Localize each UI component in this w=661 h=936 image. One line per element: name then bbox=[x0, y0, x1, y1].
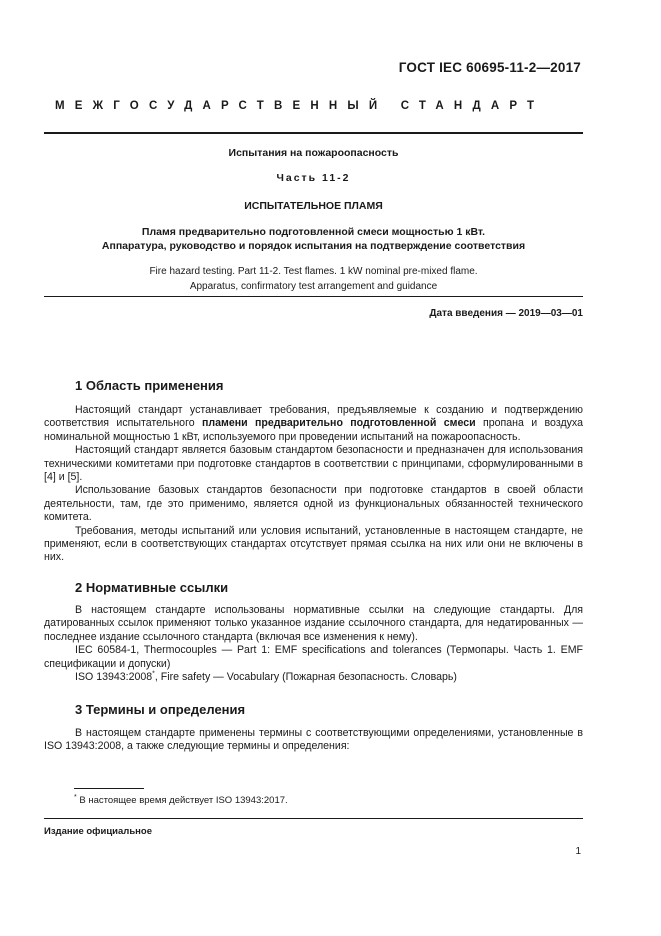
title-subtitle bbox=[44, 225, 583, 253]
title-divider bbox=[44, 296, 583, 297]
title-series: Испытания на пожароопасность bbox=[228, 147, 399, 159]
title-part: Часть 11-2 bbox=[276, 172, 351, 184]
footer-divider bbox=[44, 818, 583, 819]
bold-term: пламени предварительно подготовленной смеси bbox=[201, 417, 476, 430]
section-1-paragraph-4: Требования, методы испытаний или условия испытаний, установленные в настоящем стандарте, не применяют, если в соответствующих стандартах отсутствует прямая ссылка на них или они не включены в них. bbox=[44, 524, 583, 564]
footnote: * В настоящее время действует ISO 13943:2017. bbox=[74, 793, 288, 806]
page-number: 1 bbox=[575, 846, 581, 857]
section-1-paragraph-2: Настоящий стандарт является базовым стандартом безопасности и предназначен для использования техническими комитетами при подготовке стандартов в соответствии с принципами, сформулированными в [4] и [5]. bbox=[44, 444, 583, 484]
header-divider bbox=[44, 132, 583, 134]
title-english-line1: Fire hazard testing. Part 11-2. Test flames. 1 kW nominal pre-mixed flame. bbox=[149, 266, 478, 277]
section-1-body bbox=[44, 404, 583, 565]
footnote-marker: * bbox=[152, 670, 155, 678]
title-english bbox=[44, 264, 583, 294]
title-main: ИСПЫТАТЕЛЬНОЕ ПЛАМЯ bbox=[244, 200, 383, 212]
section-1-heading: 1 Область применения bbox=[75, 378, 224, 393]
section-3-body bbox=[44, 727, 583, 754]
section-2-reference-1: IEC 60584-1, Thermocouples — Part 1: EMF specifications and tolerances (Термопары. Часть 1. EMF спецификации и допуски) bbox=[44, 644, 583, 670]
standard-number: ГОСТ IEC 60695-11-2—2017 bbox=[398, 60, 581, 75]
introduction-date: Дата введения — 2019—03—01 bbox=[429, 308, 583, 319]
section-2-heading: 2 Нормативные ссылки bbox=[75, 580, 229, 595]
section-1-paragraph-3: Использование базовых стандартов безопасности при подготовке стандартов в своей области деятельности, там, где это применимо, является одной из функциональных обязанностей технического комитета. bbox=[44, 484, 583, 524]
section-3-heading: 3 Термины и определения bbox=[75, 702, 246, 717]
footnote-mark: * bbox=[74, 793, 77, 801]
section-2-paragraph-1: В настоящем стандарте использованы нормативные ссылки на следующие стандарты. Для датированных ссылок применяют только указанное издание ссылочного стандарта, для недатированных — последнее издание ссылочного стандарта (включая все изменения к нему). bbox=[44, 604, 583, 643]
edition-label: Издание официальное bbox=[44, 826, 152, 837]
title-english-line2: Apparatus, confirmatory test arrangement and guidance bbox=[189, 281, 438, 292]
section-1-paragraph-1: Настоящий стандарт устанавливает требования, предъявляемые к созданию и подтверждению соответствия испытательного пламени предварительно подготовленной смеси пропана и воздуха номинальной мощностью 1 кВт, используемого при проведении испытаний на пожароопасность. bbox=[44, 404, 584, 443]
title-subtitle-line1: Пламя предварительно подготовленной смеси мощностью 1 кВт. bbox=[141, 226, 486, 238]
title-subtitle-line2: Аппаратура, руководство и порядок испытания на подтверждение соответствия bbox=[101, 240, 526, 252]
section-2-reference-2: ISO 13943:2008*, Fire safety — Vocabulary (Пожарная безопасность. Словарь) bbox=[75, 670, 457, 684]
section-3-paragraph-1: В настоящем стандарте применены термины с соответствующими определениями, установленные в ISO 13943:2008, а также следующие термины и определения: bbox=[44, 727, 583, 753]
footnote-divider bbox=[74, 788, 144, 789]
interstate-standard-label: МЕЖГОСУДАРСТВЕННЫЙ СТАНДАРТ bbox=[55, 100, 545, 112]
section-2-body bbox=[44, 604, 583, 684]
